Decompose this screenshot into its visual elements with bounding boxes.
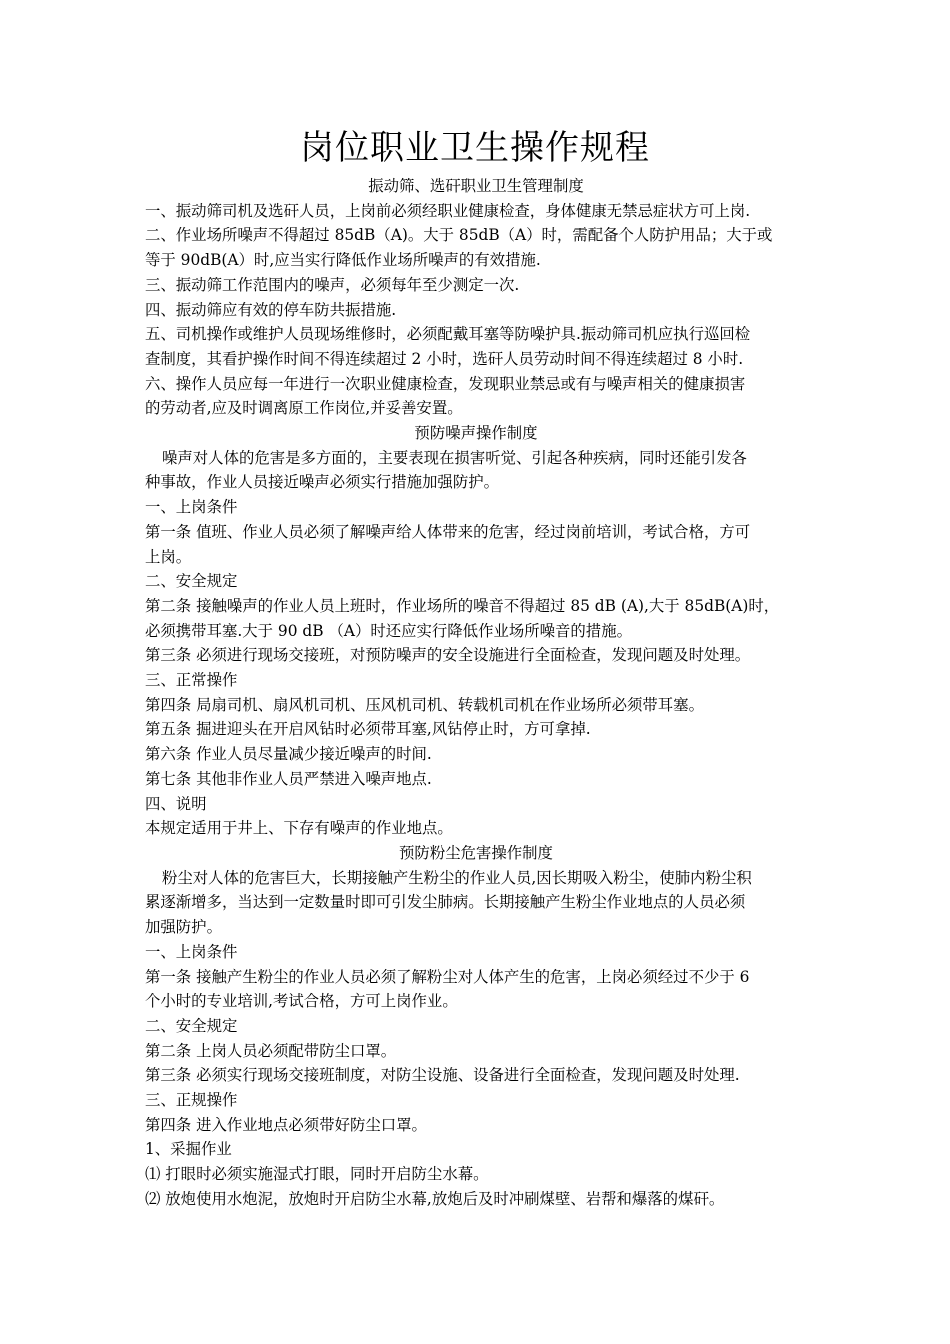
paragraph-line: 本规定适用于井上、下存有噪声的作业地点。 [145,819,453,838]
paragraph-line: 必须携带耳塞.大于 90 dB （A）时还应实行降低作业场所噪音的措施。 [145,621,632,640]
paragraph-line: 二、作业场所噪声不得超过 85dB（A)。大于 85dB（A）时，需配备个人防护用品；大于或 [145,226,773,245]
paragraph-line: 六、操作人员应每一年进行一次职业健康检查，发现职业禁忌或有与噪声相关的健康损害 [145,374,746,393]
paragraph-line: 四、说明 [145,794,207,813]
paragraph-line: 一、上岗条件 [145,942,238,961]
paragraph-line: 等于 90dB(A）时,应当实行降低作业场所噪声的有效措施. [145,251,541,270]
document-body [145,174,807,1212]
paragraph-line: 的劳动者,应及时调离原工作岗位,并妥善安置。 [145,399,463,418]
paragraph-line: 三、正常操作 [145,671,238,690]
paragraph-line: 加强防护。 [145,918,222,937]
paragraph-line: 五、司机操作或维护人员现场维修时，必须配戴耳塞等防噪护具.振动筛司机应执行巡回检 [145,325,751,344]
paragraph-line: 第七条 其他非作业人员严禁进入噪声地点. [145,769,432,788]
paragraph-line: 第四条 局扇司机、扇风机司机、压风机司机、转载机司机在作业场所必须带耳塞。 [145,695,704,714]
paragraph-line: 第四条 进入作业地点必须带好防尘口罩。 [145,1115,427,1134]
paragraph-line: 第一条 值班、作业人员必须了解噪声给人体带来的危害，经过岗前培训，考试合格，方可 [145,522,751,541]
paragraph-line: 累逐渐增多，当达到一定数量时即可引发尘肺病。长期接触产生粉尘作业地点的人员必须 [145,893,746,912]
paragraph-line: 第二条 上岗人员必须配带防尘口罩。 [145,1041,397,1060]
paragraph-line: 四、振动筛应有效的停车防共振措施. [145,300,397,319]
paragraph-line: 三、振动筛工作范围内的噪声，必须每年至少测定一次. [145,275,520,294]
paragraph-line: 种事故，作业人员接近噪声必须实行措施加强防护。 [145,473,499,492]
paragraph-line: 第三条 必须进行现场交接班，对预防噪声的安全设施进行全面检查，发现问题及时处理。 [145,646,751,665]
paragraph-line: 第一条 接触产生粉尘的作业人员必须了解粉尘对人体产生的危害，上岗必须经过不少于 6 [145,967,750,986]
paragraph-line: 粉尘对人体的危害巨大，长期接触产生粉尘的作业人员,因长期吸入粉尘，使肺内粉尘积 [162,868,752,887]
paragraph-line: 第二条 接触噪声的作业人员上班时，作业场所的噪音不得超过 85 dB (A),大于 85dB(A)时， [145,596,780,615]
paragraph-line: 第六条 作业人员尽量减少接近噪声的时间. [145,745,432,764]
paragraph-line: 二、安全规定 [145,1016,238,1035]
paragraph-line: 一、振动筛司机及选矸人员，上岗前必须经职业健康检查，身体健康无禁忌症状方可上岗. [145,201,751,220]
section-heading: 预防粉尘危害操作制度 [399,843,553,862]
paragraph-line: 一、上岗条件 [145,498,238,517]
paragraph-line: 个小时的专业培训,考试合格，方可上岗作业。 [145,992,458,1011]
paragraph-line: 查制度，其看护操作时间不得连续超过 2 小时，选矸人员劳动时间不得连续超过 8 小时. [145,349,744,368]
paragraph-line: 噪声对人体的危害是多方面的，主要表现在损害听觉、引起各种疾病，同时还能引发各 [162,448,747,467]
section-heading: 振动筛、选矸职业卫生管理制度 [368,177,584,195]
paragraph-line: 上岗。 [145,547,192,566]
paragraph-line: 第三条 必须实行现场交接班制度，对防尘设施、设备进行全面检查，发现问题及时处理. [145,1066,740,1085]
paragraph-line: ⑴ 打眼时必须实施湿式打眼，同时开启防尘水幕。 [145,1165,489,1184]
paragraph-line: 二、安全规定 [145,572,238,591]
paragraph-line: 1、采掘作业 [145,1140,232,1159]
paragraph-line: 三、正规操作 [145,1091,238,1110]
paragraph-line: 第五条 掘进迎头在开启风钻时必须带耳塞,风钻停止时，方可拿掉. [145,720,591,739]
page-title: 岗位职业卫生操作规程 [300,128,650,168]
paragraph-line: ⑵ 放炮使用水炮泥，放炮时开启防尘水幕,放炮后及时冲刷煤壁、岩帮和爆落的煤矸。 [145,1189,725,1208]
section-heading: 预防噪声操作制度 [414,424,538,443]
